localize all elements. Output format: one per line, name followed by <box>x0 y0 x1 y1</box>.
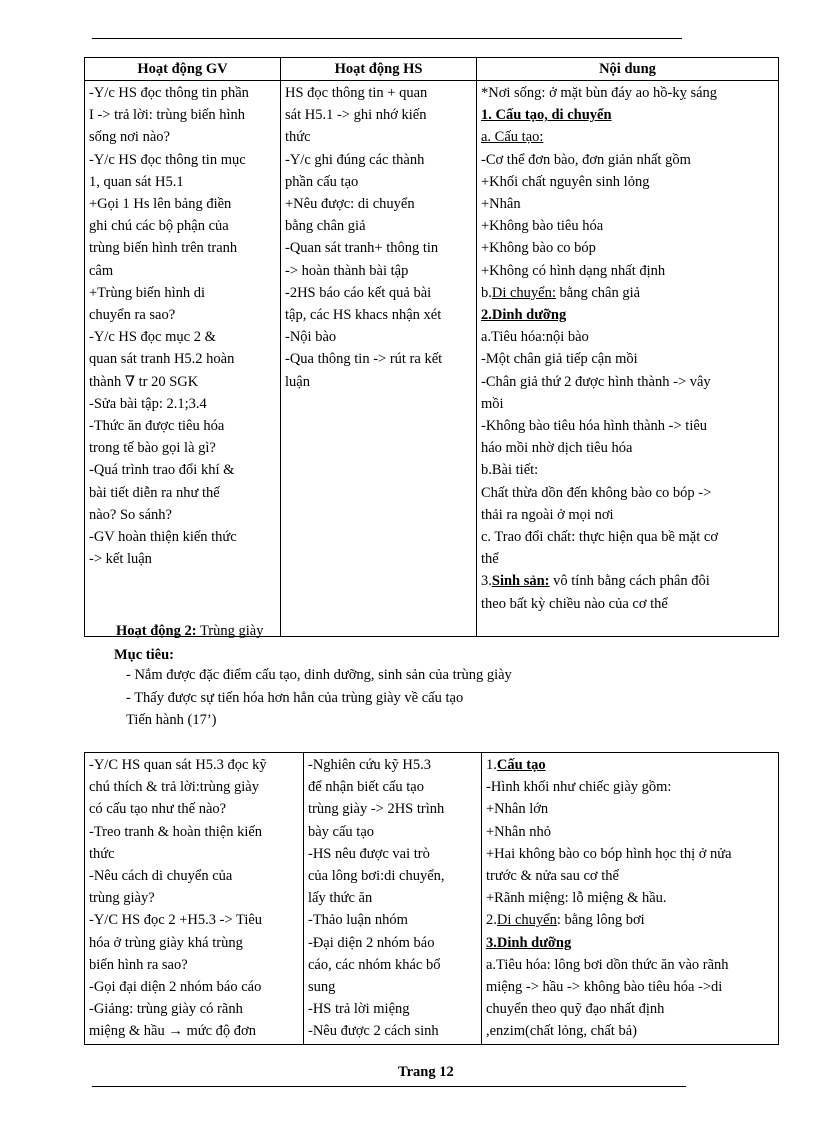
habitat-line: *Nơi sống: ở mặt bùn đáy ao hồ-kỵ sáng <box>481 85 718 101</box>
reproduction-text: vô tính bằng cách phân đôi <box>549 573 710 590</box>
cell-line: sống nơi nào? <box>89 129 170 146</box>
cell-line: bằng chân giả <box>285 218 366 235</box>
cell-line: luận <box>285 373 310 390</box>
cell-line: ghi chú các bộ phận của <box>89 218 229 235</box>
section-heading: Cấu tạo <box>496 757 546 773</box>
prefix: 1. <box>486 757 497 773</box>
content-line: +Nhân nhỏ <box>486 823 551 840</box>
content-line: miệng -> hầu -> không bào tiêu hóa ->di <box>486 979 723 996</box>
cell-line: -Gọi đại diện 2 nhóm báo cáo <box>89 979 262 996</box>
content-line: +Không có hình dạng nhất định <box>481 262 666 279</box>
activity-name: Trùng giày <box>196 623 264 639</box>
content-line: theo bất kỳ chiều nào của cơ thể <box>481 595 668 612</box>
cell-line: -HS trả lời miệng <box>308 1001 410 1018</box>
content-line: c. Trao đổi chất: thực hiện qua bề mặt cơ <box>481 529 718 546</box>
cell-line: -Nêu được 2 cách sinh <box>308 1023 439 1040</box>
content-line: mồi <box>481 395 504 412</box>
hs-cell <box>281 81 477 637</box>
cell-line: -HS nêu được vai trò <box>308 845 430 862</box>
content-line: +Nhân <box>481 196 521 213</box>
movement-label: Di chuyển: <box>491 284 556 301</box>
cell-line: -Y/c HS đọc mục 2 & <box>89 329 216 346</box>
activity-2-title <box>116 620 263 642</box>
content-line: -Một chân giả tiếp cận mồi <box>481 351 638 368</box>
cell-line: hóa ở trùng giày khá trùng <box>89 934 243 951</box>
cell-line: sung <box>308 979 336 996</box>
activity-table-1 <box>84 57 779 637</box>
prefix: 2. <box>486 912 497 929</box>
content-line <box>481 570 774 592</box>
content-line: +Không bào co bóp <box>481 240 596 257</box>
section-heading: 3.Dinh dưỡng <box>486 934 572 951</box>
header-noi-dung: Nội dung <box>477 58 779 81</box>
cell-line: bày cấu tạo <box>308 823 375 840</box>
cell-line: cáo, các nhóm khác bổ <box>308 956 441 973</box>
cell-line: I -> trả lời: trùng biến hình <box>89 107 245 124</box>
table-row <box>85 753 779 1045</box>
section-heading: 2.Dinh dưỡng <box>481 307 567 324</box>
cell-line: trong tế bào gọi là gì? <box>89 440 216 457</box>
cell-line: tập, các HS khacs nhận xét <box>285 307 442 324</box>
cell-line: -Y/c HS đọc thông tin mục <box>89 151 246 168</box>
cell-line: của lông bơi:di chuyển, <box>308 868 445 885</box>
cell-line: +Nêu được: di chuyển <box>285 196 415 213</box>
cell-line: -Nội bào <box>285 329 337 346</box>
procedure-time: Tiến hành (17’) <box>126 712 217 728</box>
cell-line: -2HS báo cáo kết quả bài <box>285 284 432 301</box>
hs-cell <box>304 753 482 1045</box>
cell-line: -Y/C HS quan sát H5.3 đọc kỹ <box>89 757 267 773</box>
prefix: 3. <box>481 573 492 590</box>
cell-line: câm <box>89 262 114 279</box>
cell-line: -Nêu cách di chuyển của <box>89 868 233 885</box>
section-heading: 1. Cấu tạo, di chuyển <box>481 107 612 124</box>
cell-line: miệng & hầu → mức độ đơn <box>89 1023 256 1040</box>
noi-dung-cell <box>482 753 779 1045</box>
noi-dung-cell <box>477 81 779 637</box>
movement-label: Di chuyển <box>496 912 557 929</box>
cell-line: -GV hoàn thiện kiến thức <box>89 529 237 546</box>
cell-line: biến hình ra sao? <box>89 956 188 973</box>
table-row <box>85 81 779 637</box>
content-line: thể <box>481 551 499 568</box>
footer-rule <box>92 1086 686 1087</box>
cell-line: -> hoàn thành bài tập <box>285 262 409 279</box>
cell-line: lấy thức ăn <box>308 890 373 907</box>
cell-line: -Quan sát tranh+ thông tin <box>285 240 439 257</box>
objective-1: - Nắm được đặc điểm cấu tạo, dinh dưỡng, sinh sản của trùng giày <box>126 667 512 683</box>
cell-line: +Trùng biến hình di <box>89 284 205 301</box>
subheading: a. Cấu tạo: <box>481 129 544 146</box>
cell-line: chuyển ra sao? <box>89 307 176 324</box>
content-line: -Không bào tiêu hóa hình thành -> tiêu <box>481 418 708 435</box>
content-line: b.Bài tiết: <box>481 462 539 479</box>
cell-line: -Giảng: trùng giày có rãnh <box>89 1001 243 1018</box>
header-rule <box>92 38 682 39</box>
movement-text: bằng chân giả <box>555 284 641 301</box>
content-line: trước & nửa sau cơ thể <box>486 868 619 885</box>
cell-line: -> kết luận <box>89 551 152 568</box>
content-line: -Hình khối như chiếc giày gồm: <box>486 779 672 796</box>
cell-line: -Qua thông tin -> rút ra kết <box>285 351 443 368</box>
cell-line: thành ∇ tr 20 SGK <box>89 373 199 390</box>
cell-line: 1, quan sát H5.1 <box>89 173 184 190</box>
cell-line: -Y/C HS đọc 2 +H5.3 -> Tiêu <box>89 912 263 929</box>
content-line <box>481 282 774 304</box>
page-number: Trang 12 <box>398 1064 454 1080</box>
gv-cell <box>85 753 304 1045</box>
table-header-row <box>85 58 779 81</box>
movement-text: : bằng lông bơi <box>556 912 645 929</box>
header-hs: Hoạt động HS <box>281 58 477 81</box>
content-line: -Cơ thể đơn bào, đơn giản nhất gồm <box>481 151 691 168</box>
cell-line: HS đọc thông tin + quan <box>285 85 428 101</box>
cell-line: sát H5.1 -> ghi nhớ kiến <box>285 107 427 124</box>
cell-line: để nhận biết cấu tạo <box>308 779 424 796</box>
content-line <box>486 909 774 931</box>
cell-line: trùng giày -> 2HS trình <box>308 801 445 818</box>
cell-line: bài tiết diễn ra như thế <box>89 484 220 501</box>
cell-line: +Gọi 1 Hs lên bảng điền <box>89 196 232 213</box>
content-line: +Rãnh miệng: lỗ miệng & hầu. <box>486 890 667 907</box>
cell-line: -Treo tranh & hoàn thiện kiến <box>89 823 263 840</box>
content-line <box>486 754 774 776</box>
content-line: +Không bào tiêu hóa <box>481 218 604 235</box>
objective-2: - Thấy được sự tiến hóa hơn hẳn của trùng giày về cấu tạo <box>126 690 464 706</box>
cell-line: -Đại diện 2 nhóm báo <box>308 934 435 951</box>
cell-line: -Thức ăn được tiêu hóa <box>89 418 225 435</box>
content-line: +Hai không bào co bóp hình học thị ở nửa <box>486 845 732 862</box>
prefix: b. <box>481 284 492 301</box>
cell-line: -Sửa bài tập: 2.1;3.4 <box>89 395 207 412</box>
cell-line: có cấu tạo như thế nào? <box>89 801 227 818</box>
objectives-heading: Mục tiêu: <box>114 647 174 663</box>
content-line: chuyển theo quỹ đạo nhất định <box>486 1001 665 1018</box>
content-line: háo mồi nhờ dịch tiêu hóa <box>481 440 633 457</box>
content-line: thải ra ngoài ở mọi nơi <box>481 506 614 523</box>
content-line: +Nhân lớn <box>486 801 549 818</box>
cell-line: nào? So sánh? <box>89 506 172 523</box>
content-line: ,enzim(chất lỏng, chất bả) <box>486 1023 637 1040</box>
content-line: a.Tiêu hóa: lông bơi dồn thức ăn vào rãnh <box>486 956 729 973</box>
content-line: a.Tiêu hóa:nội bào <box>481 329 589 346</box>
header-gv: Hoạt động GV <box>85 58 281 81</box>
cell-line: thức <box>285 129 311 146</box>
cell-line: -Y/c HS đọc thông tin phần <box>89 85 249 101</box>
cell-line: quan sát tranh H5.2 hoàn <box>89 351 235 368</box>
cell-line: -Thảo luận nhóm <box>308 912 408 929</box>
activity-table-2 <box>84 752 779 1045</box>
cell-line: -Nghiên cứu kỹ H5.3 <box>308 757 432 773</box>
content-line: -Chân giả thứ 2 được hình thành -> vây <box>481 373 711 390</box>
cell-line: chú thích & trả lời:trùng giày <box>89 779 259 796</box>
cell-line: thức <box>89 845 115 862</box>
content-line: Chất thừa dồn đến không bào co bóp -> <box>481 484 712 501</box>
cell-line: trùng biến hình trên tranh <box>89 240 238 257</box>
cell-line: phần cấu tạo <box>285 173 359 190</box>
content-line: +Khối chất nguyên sinh lỏng <box>481 173 650 190</box>
cell-line: -Y/c ghi đúng các thành <box>285 151 425 168</box>
gv-cell <box>85 81 281 637</box>
cell-line: trùng giày? <box>89 890 155 907</box>
cell-line: -Quá trình trao đổi khí & <box>89 462 235 479</box>
reproduction-label: Sinh sản: <box>491 573 550 590</box>
activity-label: Hoạt động 2: <box>116 623 197 639</box>
